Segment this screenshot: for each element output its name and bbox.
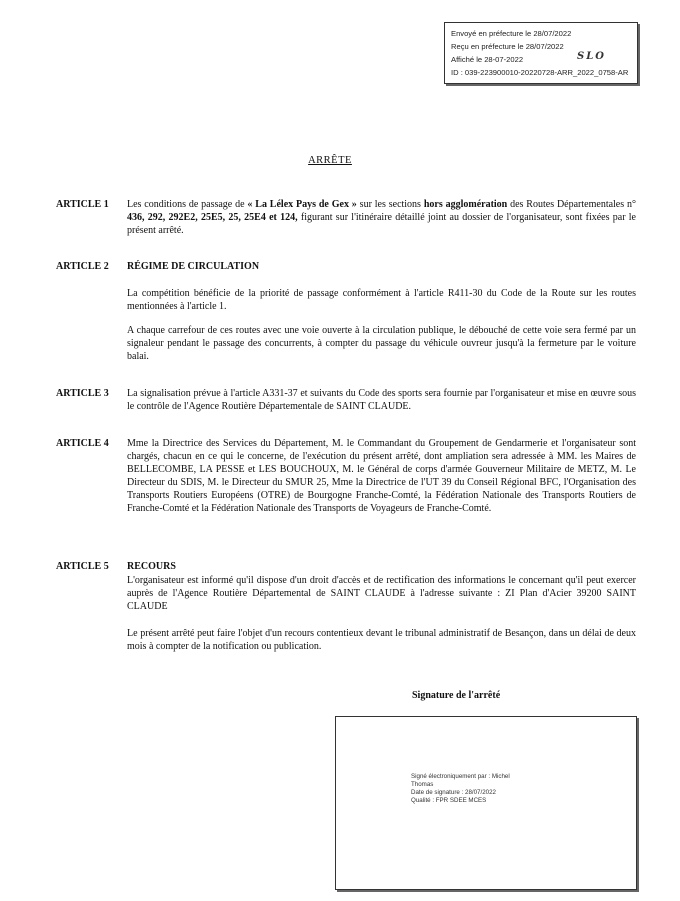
article-4-label: ARTICLE 4 bbox=[56, 438, 109, 449]
stamp-initials: SLO bbox=[577, 51, 606, 62]
signature-title: Signature de l'arrêté bbox=[412, 690, 501, 701]
article-2-label: ARTICLE 2 bbox=[56, 261, 109, 272]
article-5-label: ARTICLE 5 bbox=[56, 561, 109, 572]
article-1-text: Les conditions de passage de « La Lélex Pays de Gex » sur les sections hors agglomération des Routes Départementales n° 436, 292, 292E2, 25E5, 25, 25E4 et 124, figurant sur l'itinéraire détaillé joint au dossier de l'organisateur, sont fixées par le présent arrêté. bbox=[127, 199, 637, 236]
article-2 bbox=[56, 260, 636, 273]
stamp-posted-date: Affiché le 28-07-2022 bbox=[451, 55, 524, 64]
article-2-para-1: La compétition bénéficie de la priorité de passage conformément à l'article R411-30 du Code de la Route sur les routes mentionnées à l'article 1. bbox=[127, 288, 636, 312]
stamp-sent-date: Envoyé en préfecture le 28/07/2022 bbox=[451, 29, 572, 38]
article-3-label: ARTICLE 3 bbox=[56, 388, 109, 399]
signature-box bbox=[335, 716, 637, 890]
stamp-id: ID : 039-223900010-20220728-ARR_2022_0758-AR bbox=[451, 68, 629, 77]
signature-signer-name: Thomas bbox=[411, 781, 434, 788]
article-5-heading: RECOURS bbox=[127, 561, 176, 572]
article-1 bbox=[56, 198, 636, 237]
article-3-text: La signalisation prévue à l'article A331-37 et suivants du Code des sports sera fournie par l'organisateur et mise en œuvre sous le contrôle de l'Agence Routière Départementale de SAINT CLAUDE. bbox=[127, 388, 636, 412]
article-4-text: Mme la Directrice des Services du Département, M. le Commandant du Groupement de Gendarmerie et l'organisateur sont chargés, chacun en ce qui le concerne, de l'exécution du présent arrêté, dont ampliation sera adressée à MM. les Maires de BELLECOMBE, LA PESSE et LES BOUCHOUX, M. le Général de corps d'armée Gouverneur Militaire de METZ, M. Le Directeur du SDIS, M. le Directeur du SMUR 25, Mme la Directrice de l'UT 39 du Conseil Régional BFC, l'Organisation des Transports Routiers Européens (OTRE) de Bourgogne Franche-Comté, la Fédération Nationale des Transports Routiers de Franche-Comté et la Fédération Nationale des Transports de Voyageurs de Franche-Comté. bbox=[127, 438, 636, 514]
signature-date: Date de signature : 28/07/2022 bbox=[411, 789, 496, 796]
prefecture-stamp bbox=[444, 22, 638, 84]
signature-details bbox=[411, 773, 510, 805]
article-3 bbox=[56, 387, 636, 413]
article-2-heading: RÉGIME DE CIRCULATION bbox=[127, 261, 260, 272]
page-title: ARRÊTE bbox=[308, 155, 352, 166]
article-4 bbox=[56, 437, 636, 515]
article-5-para-1: L'organisateur est informé qu'il dispose d'un droit d'accès et de rectification des informations le concernant qu'il peut exercer auprès de l'Agence Routière Départemental de SAINT CLAUDE à l'adresse suivante : ZI Plan d'Acier 39200 SAINT CLAUDE bbox=[127, 575, 636, 612]
stamp-received-date: Reçu en préfecture le 28/07/2022 bbox=[451, 42, 564, 51]
article-2-para-2: A chaque carrefour de ces routes avec une voie ouverte à la circulation publique, le débouché de cette voie sera fermé par un signaleur pendant le passage des concurrents, à compter du passage du véhicule ouvreur jusqu'à la fermeture par le voiture balai. bbox=[127, 325, 636, 362]
signature-quality: Qualité : FPR SDEE MCES bbox=[411, 797, 487, 804]
article-5-para-2: Le présent arrêté peut faire l'objet d'un recours contentieux devant le tribunal administratif de Besançon, dans un délai de deux mois à compter de la notification ou publication. bbox=[127, 628, 636, 652]
article-1-label: ARTICLE 1 bbox=[56, 199, 109, 210]
signature-signer: Signé électroniquement par : Michel bbox=[411, 773, 510, 780]
article-5 bbox=[56, 560, 636, 573]
